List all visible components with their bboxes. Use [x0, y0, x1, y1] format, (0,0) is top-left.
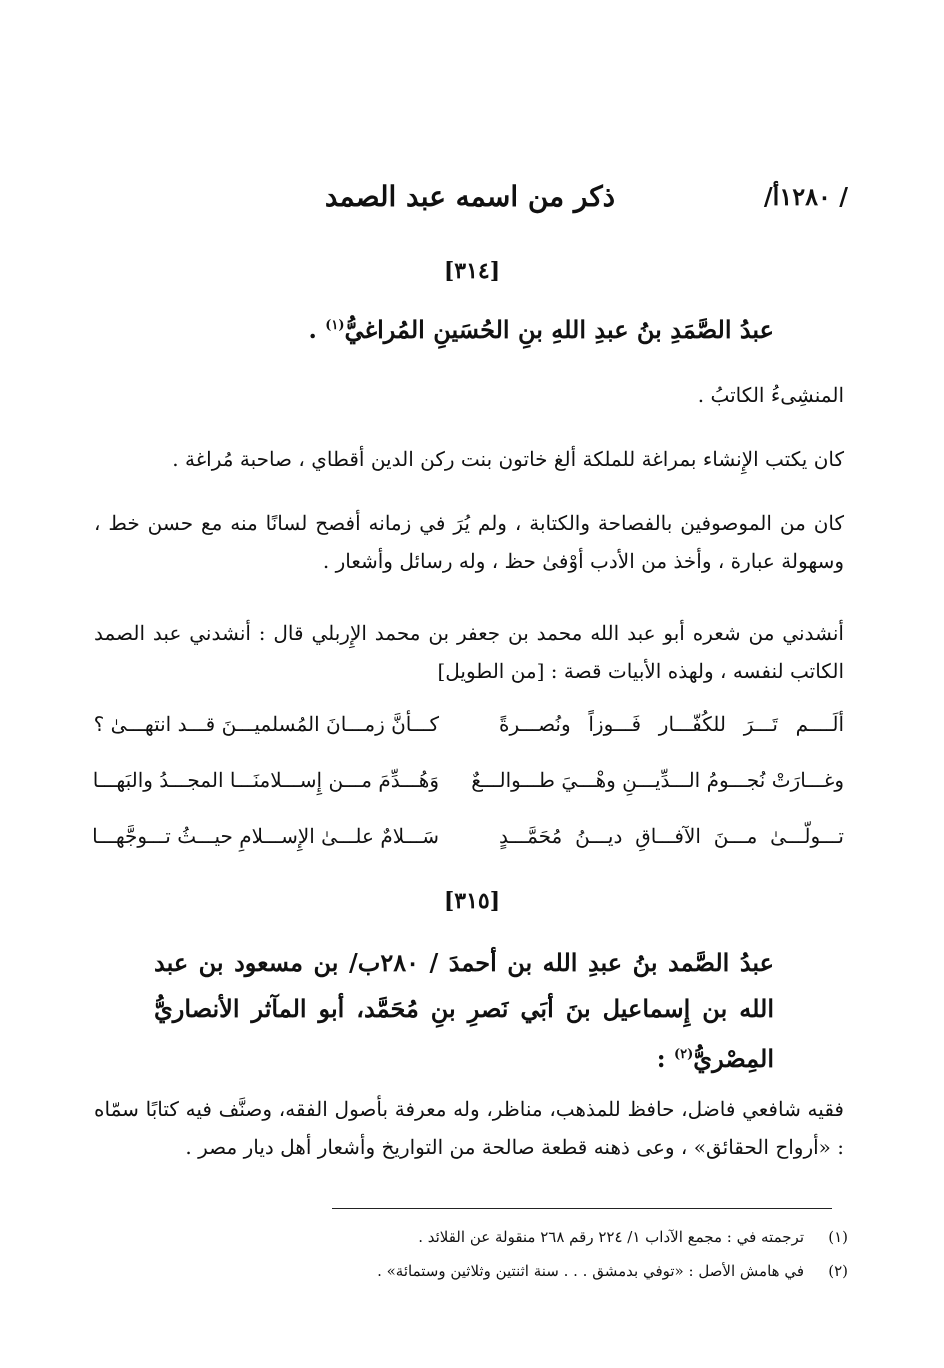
- poem-verses: [94, 704, 844, 872]
- verse-second-hemistich: سَـــلامٌ علـــىٰ الإِســـلامِ حيـــثُ تـــوجَّهـــا: [92, 824, 439, 848]
- verse-second-hemistich: وَهُـــدِّمَ مـــن إِســـلامنَـــا المجـــدُ والبَهـــا: [92, 768, 439, 792]
- entry-314-paragraph-3: أنشدني من شعره أبو عبد الله محمد بن جعفر بن محمد الإِربلي قال : أنشدني عبد الصمد الكاتب لنفسه ، ولهذه الأبيات قصة : [من الطويل]: [94, 621, 844, 683]
- verse-first-hemistich: وغـــارَتْ نُجـــومُ الـــدِّيـــنِ وهْـــيَ طـــوالـــعٌ: [471, 768, 844, 792]
- footnote-2: [88, 1262, 848, 1280]
- verse-first-hemistich: تـــولّـــىٰ مـــنَ الآفـــاقِ ديـــنُ مُحَمَّـــدٍ: [499, 824, 844, 848]
- entry-314-paragraph-1: كان يكتب الإِنشاء بمراغة للملكة ألغ خاتون بنت ركن الدين أقطاي ، صاحبة مُراغة .: [172, 447, 844, 471]
- footnote-text: في هامش الأصل : «توفي بدمشق . . . سنة اثنتين وثلاثين وستمائة» .: [377, 1262, 804, 1280]
- chapter-title: ذكر من اسمه عبد الصمد: [324, 180, 616, 213]
- footnote-divider: [332, 1208, 832, 1209]
- entry-number-314: [٣١٤]: [443, 258, 501, 284]
- verse-first-hemistich: ألَــــم تَـــرَ للكُفّـــار فَـــوزاً ونُصـــرةً: [499, 712, 844, 736]
- footnote-number: (١): [828, 1228, 848, 1246]
- verse-line: [94, 816, 844, 872]
- entry-heading-314-text: عبدُ الصَّمَدِ بنُ عبدِ اللهِ بنِ الحُسَينِ المُراغيُّ: [344, 315, 774, 344]
- entry-heading-315-end: :: [656, 1044, 674, 1073]
- footnote-ref-1: (١): [325, 318, 345, 333]
- entry-314-paragraph-2: كان من الموصوفين بالفصاحة والكتابة ، ولم يُرَ في زمانه أفصح لسانًا منه مع حسن خط ، وسهولة عبارة ، وأخذ من الأدب أوْفىٰ حظ ، وله رسائل وأشعار .: [94, 511, 844, 573]
- entry-314-title-line: المنشِىءُ الكاتبُ .: [697, 383, 844, 407]
- verse-line: [94, 760, 844, 816]
- entry-heading-314: [309, 315, 775, 344]
- footnote-ref-2: (٢): [674, 1047, 694, 1062]
- entry-heading-315-text: عبدُ الصَّمد بنُ عبدِ الله بن أحمدَ / ٢٨٠ب/ بن مسعود بن عبد الله بن إِسماعيل بنَ أبَي نَصرِ بنِ مُحَمَّد، أبو المآثر الأنصاريُّ المِصْريُّ: [154, 948, 774, 1073]
- entry-heading-315: [154, 940, 774, 1082]
- verse-second-hemistich: كـــأنَّ زمـــانَ المُسلميـــنَ قـــد انتهـــىٰ ؟: [93, 712, 439, 736]
- footnote-1: [88, 1228, 848, 1246]
- entry-heading-314-end: .: [308, 315, 326, 344]
- footnote-text: ترجمته في : مجمع الآداب ١/ ٢٢٤ رقم ٢٦٨ منقولة عن القلائد .: [418, 1228, 804, 1246]
- footnote-number: (٢): [828, 1262, 848, 1280]
- entry-number-315: [٣١٥]: [443, 888, 501, 914]
- folio-marker: / ١٢٨٠أ/: [763, 182, 848, 211]
- verse-line: [94, 704, 844, 760]
- entry-315-paragraph-1: فقيه شافعي فاضل، حافظ للمذهب، مناظر، وله معرفة بأصول الفقه، وصنَّف فيه كتابًا سمّاه : «أرواح الحقائق» ، وعى ذهنه قطعة صالحة من التواريخ وأشعار أهل ديار مصر .: [94, 1097, 844, 1159]
